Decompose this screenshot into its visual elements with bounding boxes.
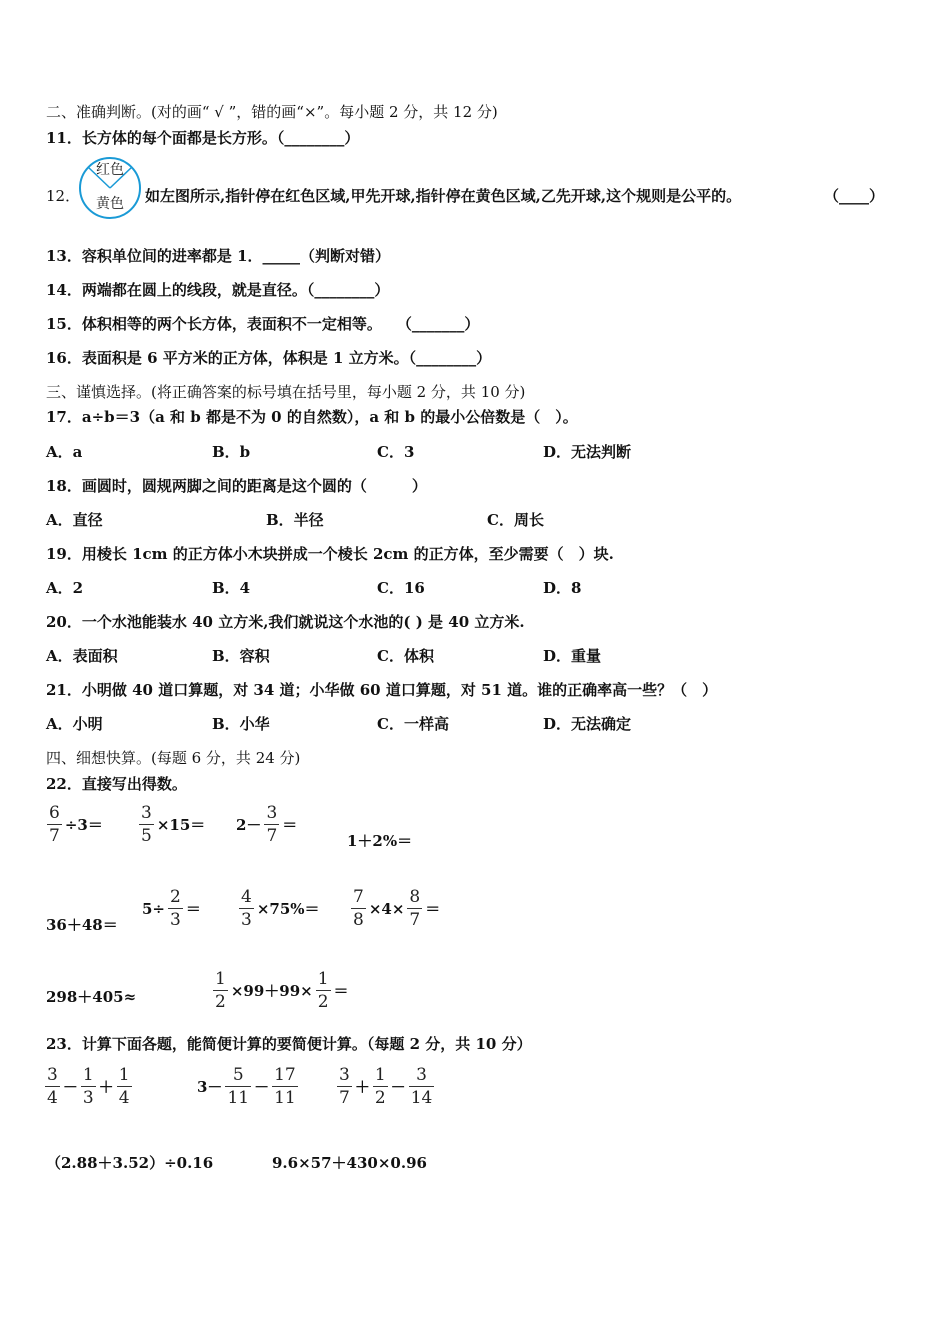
q22-expression-10: $\frac{1}{2}$ ×99＋99× $\frac{1}{2}$ ＝: [215, 969, 349, 1012]
spinner-dial-image: [78, 156, 142, 220]
question-12-blank: （____）: [824, 187, 885, 205]
fraction: $\frac{8}{7}$: [409, 887, 421, 930]
q21-option-d: D．无法确定: [543, 715, 632, 733]
fraction: $\frac{3}{7}$: [339, 1065, 350, 1108]
question-21-stem: 21．小明做 40 道口算题，对 34 道；小华做 60 道口算题，对 51 道。谁的正确率高一些？（ ）: [46, 681, 718, 699]
q17-option-b: B．b: [212, 443, 251, 461]
question-20-stem: 20．一个水池能装水 40 立方米,我们就说这个水池的( ) 是 40 立方米.: [46, 613, 525, 631]
q22-expression-4: 1＋2%＝: [347, 832, 413, 850]
question-23-stem: 23．计算下面各题，能简便计算的要简便计算。（每题 2 分，共 10 分）: [46, 1035, 532, 1053]
q17-option-d: D．无法判断: [543, 443, 632, 461]
q17-option-a: A．a: [46, 443, 83, 461]
q21-option-a: A．小明: [46, 715, 103, 733]
section-3-header: 三、谨慎选择。(将正确答案的标号填在括号里，每小题 2 分，共 10 分): [46, 383, 526, 401]
q22-expression-5: 36＋48＝: [46, 916, 118, 934]
q23-calc-4: （2.88＋3.52）÷0.16: [46, 1154, 214, 1172]
question-19-stem: 19．用棱长 1cm 的正方体小木块拼成一个棱长 2cm 的正方体，至少需要（ ）块.: [46, 545, 614, 563]
fraction: $\frac{1}{2}$: [374, 1065, 386, 1108]
fraction: $\frac{1}{3}$: [82, 1065, 94, 1108]
fraction: $\frac{17}{11}$: [274, 1065, 296, 1108]
q21-option-c: C．一样高: [377, 715, 449, 733]
q22-expression-8: $\frac{7}{8}$ ×4× $\frac{8}{7}$ ＝: [353, 887, 441, 930]
q22-expression-2: $\frac{3}{5}$ ×15＝: [141, 803, 206, 846]
q23-calc-5: 9.6×57＋430×0.96: [272, 1154, 427, 1172]
q17-option-c: C．3: [377, 443, 415, 461]
q22-expression-9: 298＋405≈: [46, 988, 137, 1006]
question-12-number: 12．: [46, 187, 81, 205]
question-12-text: 如左图所示,指针停在红色区域,甲先开球,指针停在黄色区域,乙先开球,这个规则是公平的。: [145, 187, 742, 205]
q22-expression-3: 2－ $\frac{3}{7}$ ＝: [236, 803, 298, 846]
section-2-header: 二、准确判断。(对的画“ √ ”，错的画“×”。每小题 2 分，共 12 分): [46, 103, 498, 121]
q22-expression-1: $\frac{6}{7}$ ÷3＝: [49, 803, 103, 846]
section-4-header: 四、细想快算。(每题 6 分，共 24 分): [46, 749, 301, 767]
fraction: $\frac{3}{7}$: [266, 803, 278, 846]
fraction: $\frac{7}{8}$: [353, 887, 364, 930]
fraction: $\frac{2}{3}$: [170, 887, 181, 930]
fraction: $\frac{1}{2}$: [317, 969, 329, 1012]
fraction: $\frac{1}{4}$: [118, 1065, 130, 1108]
q20-option-c: C．体积: [377, 647, 434, 665]
fraction: $\frac{1}{2}$: [215, 969, 226, 1012]
q18-option-c: C．周长: [487, 511, 544, 529]
fraction: $\frac{5}{11}$: [227, 1065, 250, 1108]
question-13: 13．容积单位间的进率都是 1．_____（判断对错）: [46, 247, 391, 265]
q23-calc-3: $\frac{3}{7}$ ＋ $\frac{1}{2}$ － $\frac{3}{14}$: [339, 1065, 433, 1108]
q20-option-a: A．表面积: [46, 647, 118, 665]
question-14: 14．两端都在圆上的线段，就是直径。（________）: [46, 281, 390, 299]
q19-option-c: C．16: [377, 579, 425, 597]
q19-option-b: B．4: [212, 579, 251, 597]
question-22-stem: 22．直接写出得数。: [46, 775, 187, 793]
fraction: $\frac{4}{3}$: [241, 887, 252, 930]
question-17-stem: 17．a÷b＝3（a 和 b 都是不为 0 的自然数），a 和 b 的最小公倍数是（ ）。: [46, 408, 578, 426]
question-18-stem: 18．画圆时，圆规两脚之间的距离是这个圆的（ ）: [46, 477, 427, 495]
fraction: $\frac{6}{7}$: [49, 803, 60, 846]
q20-option-b: B．容积: [212, 647, 270, 665]
q23-calc-1: $\frac{3}{4}$ － $\frac{1}{3}$ ＋ $\frac{1}{4}$: [47, 1065, 130, 1108]
q19-option-d: D．8: [543, 579, 582, 597]
q23-calc-2: 3－ $\frac{5}{11}$ － $\frac{17}{11}$: [197, 1065, 296, 1108]
q19-option-a: A．2: [46, 579, 84, 597]
question-16: 16．表面积是 6 平方米的正方体，体积是 1 立方米。（________）: [46, 349, 492, 367]
fraction: $\frac{3}{14}$: [410, 1065, 433, 1108]
question-11: 11．长方体的每个面都是长方形。（________）: [46, 129, 360, 147]
q22-expression-6: 5÷ $\frac{2}{3}$ ＝: [142, 887, 201, 930]
q22-expression-7: $\frac{4}{3}$ ×75%＝: [241, 887, 320, 930]
dial-yellow-label: 黄色: [96, 196, 124, 212]
q18-option-b: B．半径: [266, 511, 324, 529]
fraction: $\frac{3}{4}$: [47, 1065, 58, 1108]
q18-option-a: A．直径: [46, 511, 103, 529]
fraction: $\frac{3}{5}$: [141, 803, 152, 846]
q21-option-b: B．小华: [212, 715, 270, 733]
dial-red-label: 红色: [96, 162, 124, 178]
question-15: 15．体积相等的两个长方体，表面积不一定相等。 （_______）: [46, 315, 480, 333]
q20-option-d: D．重量: [543, 647, 602, 665]
